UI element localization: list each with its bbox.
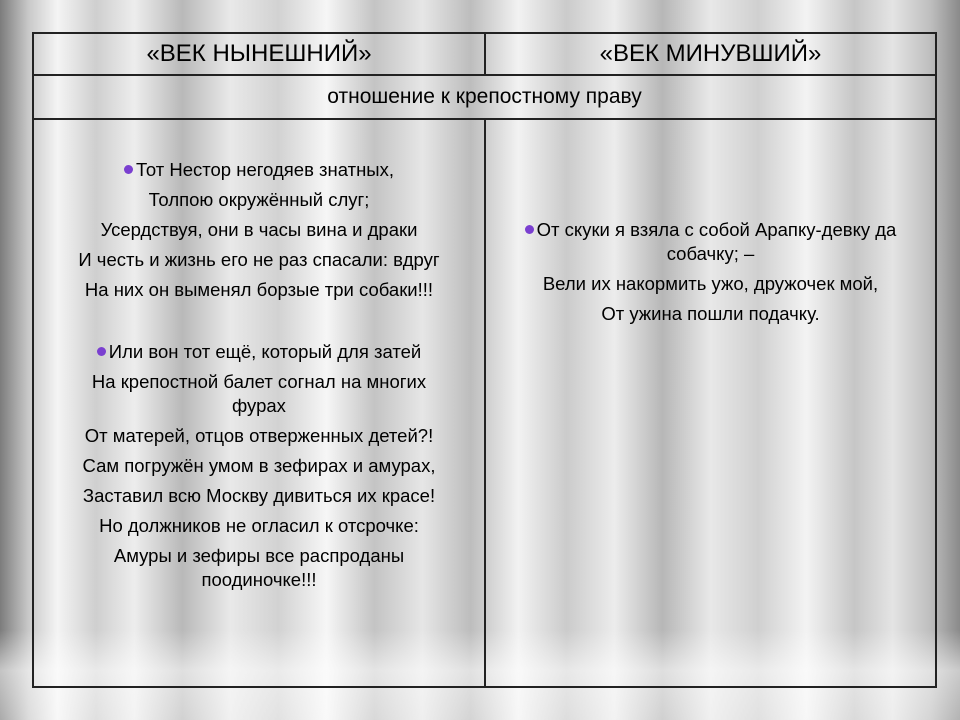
- subheader-text: отношение к крепостному праву: [327, 85, 642, 108]
- bullet-icon: [97, 347, 106, 356]
- poem-line: От матерей, отцов отверженных детей?!: [84, 425, 434, 446]
- poem-line: Но должников не огласил к отсрочке:: [99, 515, 419, 536]
- header-row: [33, 33, 936, 75]
- poem-line: И честь и жизнь его не раз спасали: вдруг: [78, 249, 440, 270]
- poem-line: Вели их накормить ужо, дружочек мой,: [542, 273, 879, 294]
- header-right-text: «ВЕК МИНУВШИЙ»: [599, 40, 822, 67]
- subheader-row: [33, 75, 936, 119]
- poem-line-text: От скуки я взяла с собой Арапку-девку да собачку; –: [536, 219, 897, 264]
- subheader-cell: [33, 75, 936, 119]
- header-left-text: «ВЕК НЫНЕШНИЙ»: [146, 40, 372, 67]
- poem-line-text: Или вон тот ещё, который для затей: [108, 341, 422, 362]
- poem-line: [40, 158, 478, 182]
- comparison-table: [32, 32, 937, 688]
- left-content-cell: [33, 119, 485, 687]
- header-left-cell: [33, 33, 485, 75]
- poem-line-text: Тот Нестор негодяев знатных,: [136, 159, 394, 180]
- poem-line: [40, 340, 478, 364]
- poem-line: [492, 218, 929, 266]
- poem-line: Толпою окружённый слуг;: [148, 189, 370, 210]
- header-right-cell: [485, 33, 936, 75]
- right-poem: [486, 120, 935, 326]
- poem-line: От ужина пошли подачку.: [601, 303, 820, 324]
- poem-line: Сам погружён умом в зефирах и амурах,: [82, 455, 436, 476]
- left-poem: [34, 120, 484, 592]
- poem-line: Амуры и зефиры все распроданы поодиночке!!!: [113, 545, 405, 590]
- poem-line: На них он выменял борзые три собаки!!!: [84, 279, 434, 300]
- stanza-gap: [40, 308, 478, 340]
- poem-line: На крепостной балет согнал на многих фурах: [91, 371, 427, 416]
- bullet-icon: [525, 225, 534, 234]
- poem-line: Усердствуя, они в часы вина и драки: [100, 219, 418, 240]
- right-content-cell: [485, 119, 936, 687]
- bullet-icon: [124, 165, 133, 174]
- poem-line: Заставил всю Москву дивиться их красе!: [82, 485, 436, 506]
- content-row: [33, 119, 936, 687]
